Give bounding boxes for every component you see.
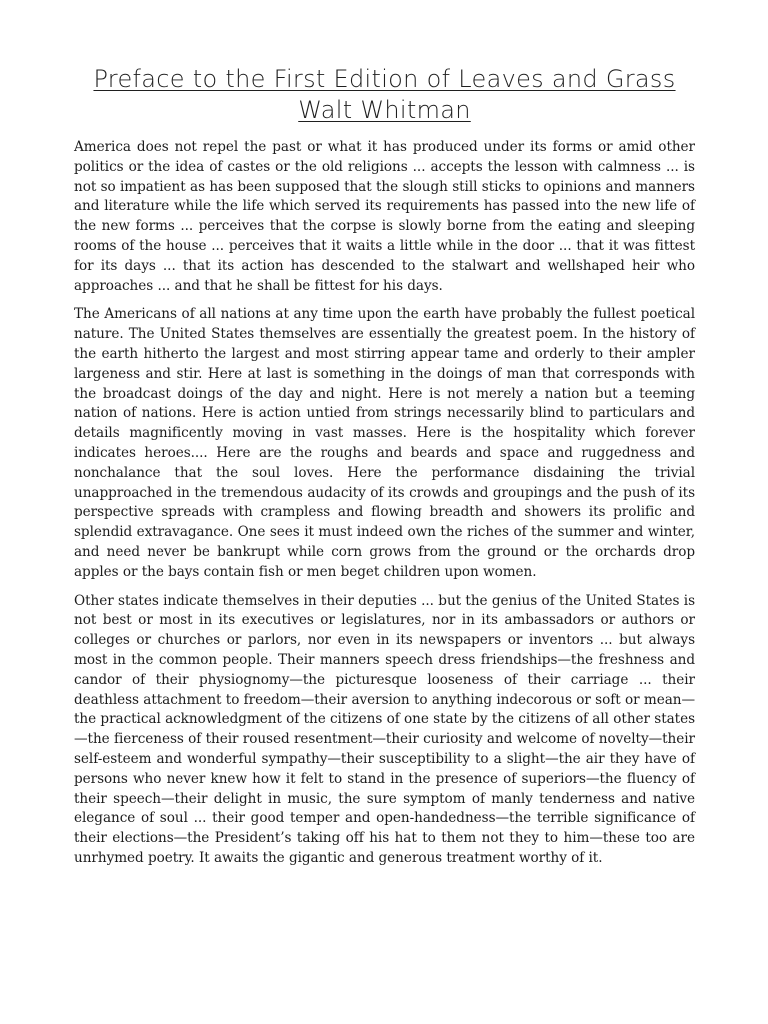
- paragraph-2: The Americans of all nations at any time upon the earth have probably the fullest poetical nature. The United States themselves are essentially the greatest poem. In the history of the earth hitherto the largest and most stirring appear tame and orderly to their ampler largeness and stir. Here at last is something in the doings of man that corresponds with the broadcast doings of the day and night. Here is not merely a nation but a teeming nation of nations. Here is action untied from strings necessarily blind to particulars and details magnificently moving in vast masses. Here is the hospitality which forever indicates heroes.... Here are the roughs and beards and space and ruggedness and nonchalance that the soul loves. Here the performance disdaining the trivial unapproached in the tremendous audacity of its crowds and groupings and the push of its perspective spreads with crampless and flowing breadth and showers its prolific and splendid extravagance. One sees it must indeed own the riches of the summer and winter, and need never be bankrupt while corn grows from the ground or the orchards drop apples or the bays contain fish or men beget children upon women.: [74, 306, 695, 580]
- document-title: [74, 64, 695, 126]
- title-line-2-author: Walt Whitman: [298, 96, 471, 124]
- title-line-1: Preface to the First Edition of Leaves and Grass: [93, 65, 676, 93]
- paragraph-1: America does not repel the past or what it has produced under its forms or amid other politics or the idea of castes or the old religions ... accepts the lesson with calmness ... is not so impatient as has been supposed that the slough still sticks to opinions and manners and literature while the life which served its requirements has passed into the new life of the new forms ... perceives that the corpse is slowly borne from the eating and sleeping rooms of the house ... perceives that it waits a little while in the door ... that it was fittest for its days ... that its action has descended to the stalwart and wellshaped heir who approaches ... and that he shall be fittest for his days.: [74, 139, 695, 294]
- document-page: [74, 64, 695, 878]
- paragraph-3: Other states indicate themselves in their deputies ... but the genius of the United States is not best or most in its executives or legislatures, nor in its ambassadors or authors or colleges or churches or parlors, nor even in its newspapers or inventors ... but always most in the common people. Their manners speech dress friendships—the freshness and candor of their physiognomy—the picturesque looseness of their carriage ... their deathless attachment to freedom—their aversion to anything indecorous or soft or mean—the practical acknowledgment of the citizens of one state by the citizens of all other states—the fierceness of their roused resentment—their curiosity and welcome of novelty—their self-esteem and wonderful sympathy—their susceptibility to a slight—the air they have of persons who never knew how it felt to stand in the presence of superiors—the fluency of their speech—their delight in music, the sure symptom of manly tenderness and native elegance of soul ... their good temper and open-handedness—the terrible significance of their elections—the President’s taking off his hat to them not they to him—these too are unrhymed poetry. It awaits the gigantic and generous treatment worthy of it.: [74, 592, 695, 866]
